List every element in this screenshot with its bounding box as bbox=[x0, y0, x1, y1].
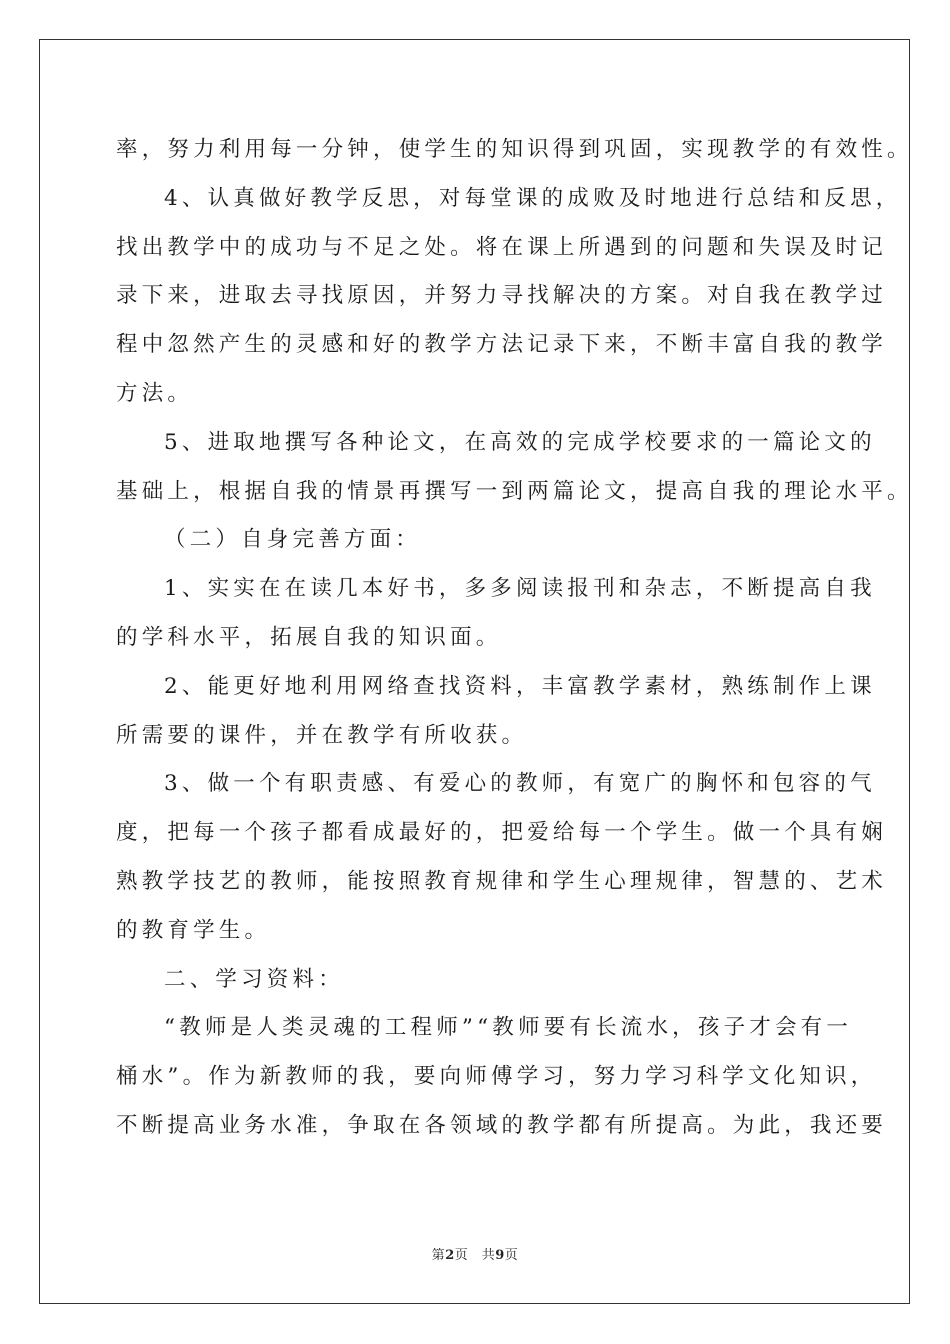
text-line: 不断提高业务水准，争取在各领域的教学都有所提高。为此，我还要 bbox=[116, 1112, 888, 1138]
text-line: 方法。 bbox=[116, 380, 194, 406]
text-line: “教师是人类灵魂的工程师”“教师要有长流水，孩子才会有一 bbox=[164, 1015, 853, 1041]
document-body bbox=[116, 126, 913, 1151]
text-line: 的学科水平，拓展自我的知识面。 bbox=[116, 624, 502, 650]
section-heading: 二、学习资料： bbox=[164, 966, 344, 992]
text-line: 4、认真做好教学反思，对每堂课的成败及时地进行总结和反思， bbox=[164, 185, 902, 211]
text-line: 的教育学生。 bbox=[116, 917, 271, 943]
text-line: 1、实实在在读几本好书，多多阅读报刊和杂志，不断提高自我 bbox=[164, 576, 876, 602]
text-line: 3、做一个有职责感、有爱心的教师，有宽广的胸怀和包容的气 bbox=[164, 771, 876, 797]
page-prefix: 第 bbox=[431, 1248, 446, 1263]
text-line: 桶水”。作为新教师的我，要向师傅学习，努力学习科学文化知识， bbox=[116, 1064, 877, 1090]
page-current: 2 bbox=[445, 1248, 455, 1263]
page-footer bbox=[0, 1244, 950, 1263]
section-heading: （二）自身完善方面： bbox=[164, 527, 422, 553]
text-line: 2、能更好地利用网络查找资料，丰富教学素材，熟练制作上课 bbox=[164, 673, 876, 699]
text-line: 5、进取地撰写各种论文，在高效的完成学校要求的一篇论文的 bbox=[164, 429, 876, 455]
page-suffix: 页 bbox=[504, 1248, 519, 1263]
text-line: 度，把每一个孩子都看成最好的，把爱给每一个学生。做一个具有娴 bbox=[116, 820, 888, 846]
text-line: 找出教学中的成功与不足之处。将在课上所遇到的问题和失误及时记 bbox=[116, 234, 888, 260]
text-line: 录下来，进取去寻找原因，并努力寻找解决的方案。对自我在教学过 bbox=[116, 283, 888, 309]
page-total: 9 bbox=[495, 1248, 505, 1263]
text-line: 程中忽然产生的灵感和好的教学方法记录下来，不断丰富自我的教学 bbox=[116, 332, 888, 358]
text-line: 基础上，根据自我的情景再撰写一到两篇论文，提高自我的理论水平。 bbox=[116, 478, 913, 504]
page-mid: 页 共 bbox=[454, 1248, 496, 1263]
text-line: 所需要的课件，并在教学有所收获。 bbox=[116, 722, 528, 748]
text-line: 熟教学技艺的教师，能按照教育规律和学生心理规律，智慧的、艺术 bbox=[116, 868, 888, 894]
text-line: 率，努力利用每一分钟，使学生的知识得到巩固，实现教学的有效性。 bbox=[116, 137, 913, 162]
